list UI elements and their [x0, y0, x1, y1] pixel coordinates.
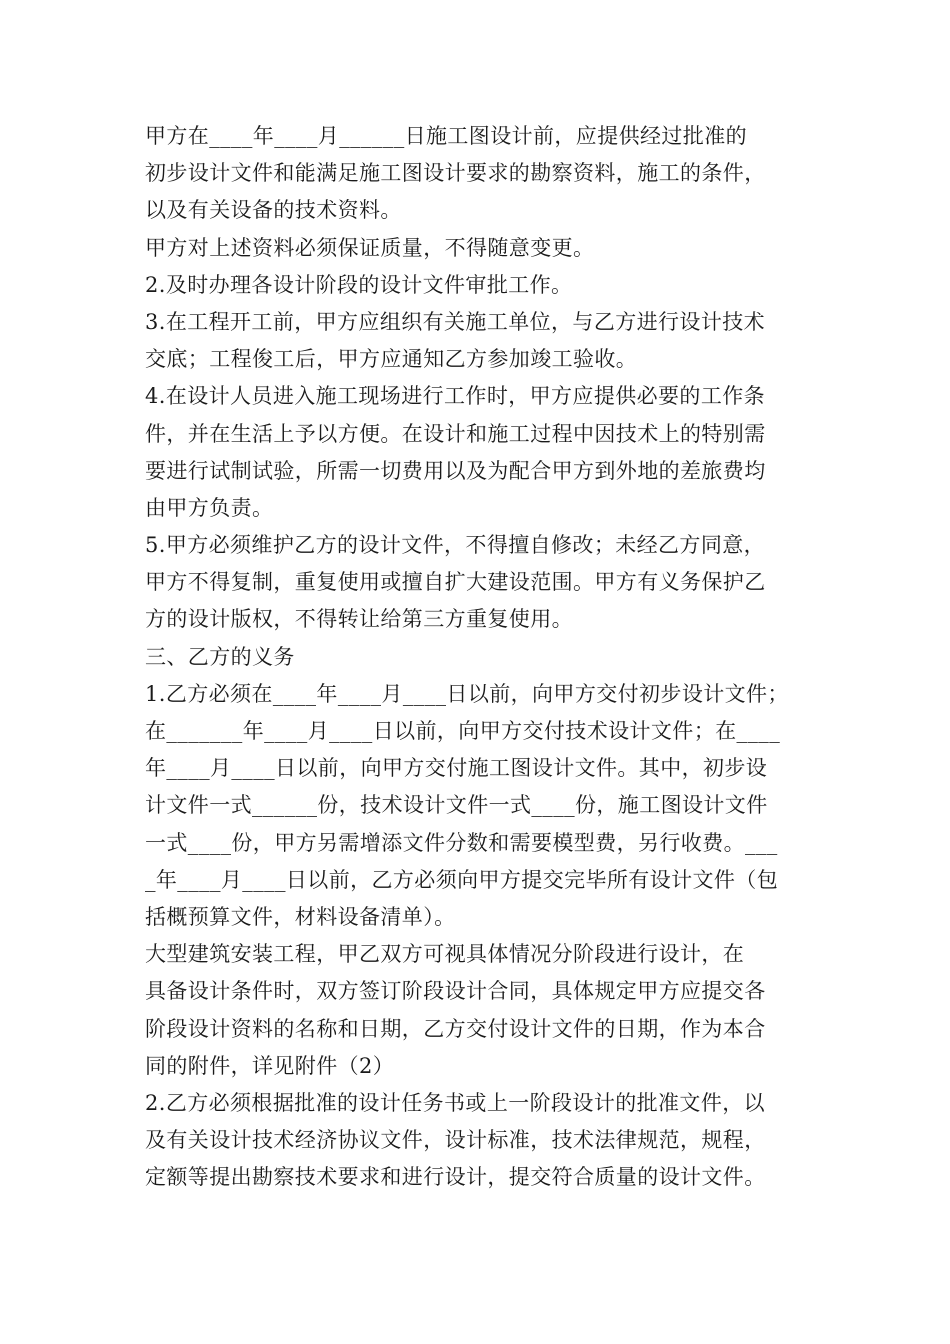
section-heading: 三、乙方的义务	[145, 644, 295, 669]
text-line-5: 2.及时办理各设计阶段的设计文件审批工作。	[145, 272, 573, 297]
text-line-11: 由甲方负责。	[145, 495, 274, 520]
text-line-6: 3.在工程开工前，甲方应组织有关施工单位，与乙方进行设计技术	[145, 309, 766, 334]
text-line-1: 甲方在____年____月______日施工图设计前，应提供经过批准的	[145, 124, 747, 148]
text-line-26: 同的附件，详见附件（2）	[145, 1053, 395, 1078]
text-line-23: 大型建筑安装工程，甲乙双方可视具体情况分阶段进行设计，在	[145, 942, 745, 967]
text-line-13: 甲方不得复制，重复使用或擅自扩大建设范围。甲方有义务保护乙	[145, 570, 766, 595]
text-line-7: 交底；工程俊工后，甲方应通知乙方参加竣工验收。	[145, 347, 638, 372]
document-body	[145, 118, 810, 1196]
text-line-18: 年____月____日以前，向甲方交付施工图设计文件。其中，初步设	[145, 756, 768, 781]
text-line-19: 计文件一式______份，技术设计文件一式____份，施工图设计文件	[145, 793, 768, 818]
text-line-10: 要进行试制试验，所需一切费用以及为配合甲方到外地的差旅费均	[145, 458, 766, 483]
text-line-27: 2.乙方必须根据批准的设计任务书或上一阶段设计的批准文件，以	[145, 1090, 766, 1115]
text-line-17: 在_______年____月____日以前，向甲方交付技术设计文件；在____	[145, 719, 781, 743]
text-line-14: 方的设计版权，不得转让给第三方重复使用。	[145, 607, 573, 632]
text-line-20: 一式____份，甲方另需增添文件分数和需要模型费，另行收费。___	[145, 830, 778, 855]
text-line-21: _年____月____日以前，乙方必须向甲方提交完毕所有设计文件（包	[145, 867, 779, 892]
text-line-25: 阶段设计资料的名称和日期，乙方交付设计文件的日期，作为本合	[145, 1016, 766, 1041]
text-line-9: 件，并在生活上予以方便。在设计和施工过程中因技术上的特别需	[145, 421, 766, 446]
text-line-3: 以及有关设备的技术资料。	[145, 198, 402, 223]
text-line-24: 具备设计条件时，双方签订阶段设计合同，具体规定甲方应提交各	[145, 979, 766, 1004]
text-line-16: 1.乙方必须在____年____月____日以前，向甲方交付初步设计文件；	[145, 681, 789, 706]
text-line-8: 4.在设计人员进入施工现场进行工作时，甲方应提供必要的工作条	[145, 384, 766, 409]
text-line-4: 甲方对上述资料必须保证质量，不得随意变更。	[145, 235, 595, 260]
text-line-12: 5.甲方必须维护乙方的设计文件，不得擅自修改；未经乙方同意，	[145, 533, 766, 558]
text-line-29: 定额等提出勘察技术要求和进行设计，提交符合质量的设计文件。	[145, 1165, 766, 1190]
text-line-22: 括概预算文件，材料设备清单）。	[145, 904, 456, 929]
text-line-28: 及有关设计技术经济协议文件，设计标准，技术法律规范，规程，	[145, 1128, 766, 1153]
text-line-2: 初步设计文件和能满足施工图设计要求的勘察资料，施工的条件，	[145, 161, 766, 186]
